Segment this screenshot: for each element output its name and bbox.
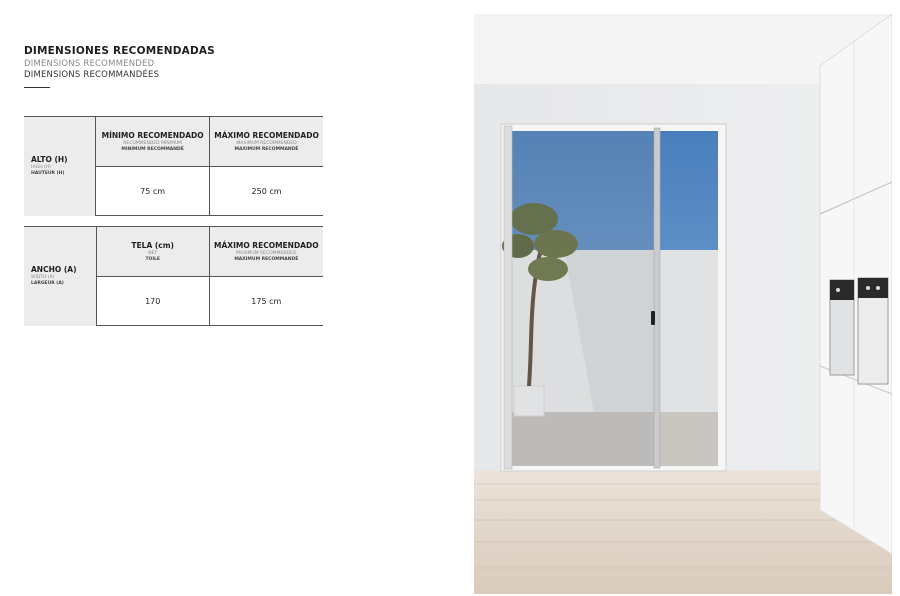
width-dimensions-table — [24, 226, 323, 326]
col-header-maximum: MÁXIMO RECOMENDADO MAXIMUM RECOMMENDED MAXIMUM RECOMMANDÉ — [210, 117, 323, 167]
handle — [651, 311, 655, 325]
row-header-height: ALTO (H) HIGH (H) HAUTEUR (H) — [24, 117, 96, 216]
height-min-value: 75 cm — [96, 167, 210, 216]
row-header-width: ANCHO (A) WIDTH (A) LARGEUR (A) — [24, 227, 96, 326]
product-photo — [474, 14, 892, 594]
section-heading — [24, 44, 215, 88]
col-header-net: TELA (cm) NET TOILE — [96, 227, 209, 277]
width-max-value: 175 cm — [209, 277, 323, 326]
width-net-value: 170 — [96, 277, 209, 326]
left-post — [504, 126, 512, 469]
heading-en: DIMENSIONS RECOMMENDED — [24, 59, 155, 69]
mosquito-net-panel — [512, 131, 656, 466]
col-header-minimum: MÍNIMO RECOMENDADO RECOMMENDED MINIMUM MINIMUM RECOMMANDÉ — [96, 117, 210, 167]
heading-underline — [24, 87, 50, 88]
center-mullion — [654, 128, 660, 468]
heading-es: DIMENSIONES RECOMENDADAS — [24, 45, 215, 57]
room-illustration — [474, 14, 892, 594]
heading-fr: DIMENSIONS RECOMMANDÉES — [24, 70, 160, 80]
col-header-maximum: MÁXIMO RECOMENDADO MAXIMUM RECOMMENDED MAXIMUM RECOMMANDÉ — [209, 227, 323, 277]
height-max-value: 250 cm — [210, 167, 323, 216]
height-dimensions-table — [24, 116, 323, 216]
